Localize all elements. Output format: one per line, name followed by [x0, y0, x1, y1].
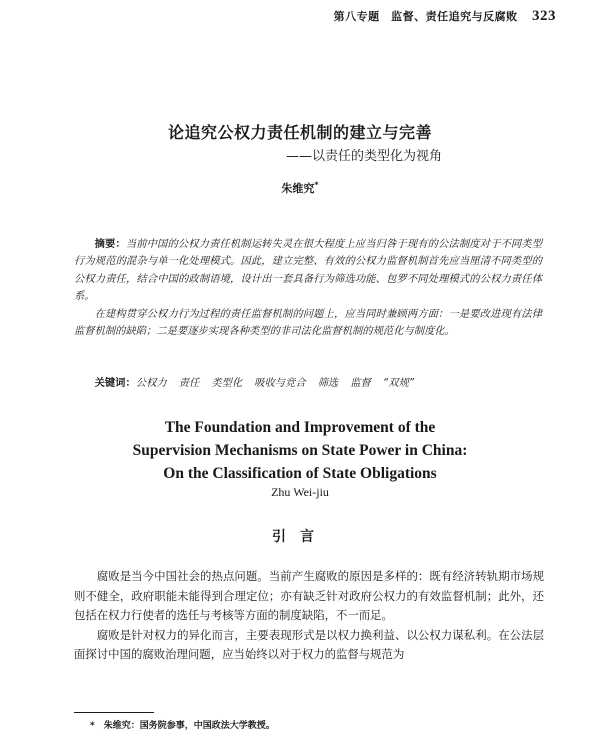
body-paragraph-2: 腐败是针对权力的异化而言，主要表现形式是以权力换利益、以公权力谋私利。在公法层面探讨中国的腐败治理问题，应当始终以对于权力的监督与规范为: [74, 627, 544, 662]
abstract-text-1: 当前中国的公权力责任机制运转失灵在很大程度上应当归咎于现有的公法制度对于不同类型行为规范的混杂与单一化处理模式。因此，建立完整、有效的公权力监督机制首先应当厘清不同类型的公权力责任，结合中国的政制语境，设计出一套具备行为筛选功能、包罗不同处理模式的公权力责任体系。: [74, 238, 543, 303]
abstract-paragraph-1: [74, 236, 542, 306]
running-head: [334, 8, 556, 25]
author-name: 朱维究: [281, 182, 315, 195]
keyword: 类型化: [211, 377, 243, 389]
keyword: “双规”: [382, 377, 415, 389]
body-text: [74, 567, 544, 665]
keyword: 监督: [350, 377, 371, 389]
paper-title: 论追究公权力责任机制的建立与完善: [167, 123, 432, 142]
running-head-text: 第八专题 监督、责任追究与反腐败: [333, 10, 518, 23]
english-author: Zhu Wei-jiu: [271, 485, 329, 499]
paper-subtitle: ——以责任的类型化为视角: [285, 149, 442, 164]
keyword: 公权力: [135, 377, 167, 389]
english-title-line-2: Supervision Mechanisms on State Power in China:: [132, 442, 468, 459]
keywords: [74, 374, 542, 389]
abstract-paragraph-2: 在建构贯穿公权力行为过程的责任监督机制的问题上，应当同时兼顾两方面：一是要改进现有法律监督机制的缺陷；二是要逐步实现各种类型的非司法化监督机制的规范化与制度化。: [74, 307, 542, 338]
footnote: * 朱维究：国务院参事，中国政法大学教授。: [90, 721, 275, 731]
author: [0, 180, 600, 196]
body-paragraph-1: 腐败是当今中国社会的热点问题。当前产生腐败的原因是多样的：既有经济转轨期市场规则不健全，政府职能未能得到合理定位；亦有缺乏针对政府公权力的有效监督机制；此外，还包括在权力行使者的选任与考核等方面的制度缺陷，不一而足。: [74, 569, 544, 623]
english-title-line-3: On the Classification of State Obligations: [163, 465, 437, 482]
section-heading: 引言: [272, 529, 328, 545]
keywords-list: [136, 377, 426, 389]
keyword: 吸收与竞合: [254, 377, 306, 389]
page-number: 323: [532, 8, 556, 24]
keyword: 责任: [178, 377, 200, 389]
abstract: [74, 236, 542, 340]
keywords-label: 关键词：: [94, 377, 136, 389]
keyword: 筛选: [317, 377, 339, 389]
english-title: [0, 416, 600, 485]
author-footnote-mark: *: [314, 180, 319, 190]
footnote-divider: [74, 712, 154, 713]
abstract-label: 摘要：: [94, 238, 126, 250]
english-title-line-1: The Foundation and Improvement of the: [164, 419, 436, 436]
